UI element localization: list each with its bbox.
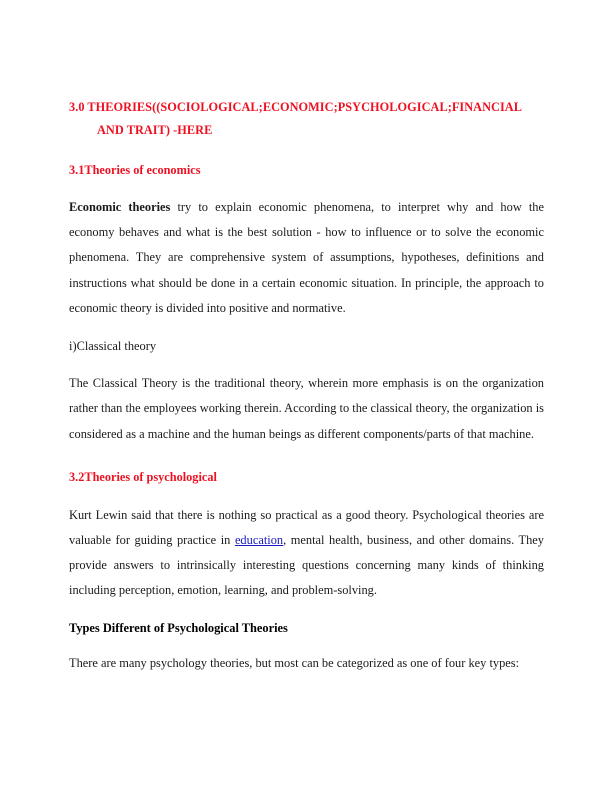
label-classical-theory: i)Classical theory bbox=[69, 339, 157, 354]
psych-text-before-link: Kurt Lewin said that there is nothing so practical as a good theory. Psychological theories are valuable for guiding practice in bbox=[69, 507, 544, 548]
document-content bbox=[69, 96, 544, 676]
psych-text-after-link: , mental health, business, and other domains. They provide answers to intrinsically interesting questions concerning many kinds of thinking including perception, emotion, learning, and problem-solving. bbox=[69, 533, 544, 598]
spacer bbox=[69, 604, 544, 619]
education-link[interactable]: education bbox=[234, 533, 284, 548]
spacer bbox=[69, 447, 544, 468]
heading-3-0-theories: 3.0 THEORIES((SOCIOLOGICAL;ECONOMIC;PSYCHOLOGICAL;FINANCIAL AND TRAIT) -HERE bbox=[69, 100, 522, 137]
spacer bbox=[69, 637, 544, 651]
paragraph-psychological-theories bbox=[69, 503, 544, 604]
spacer bbox=[69, 359, 544, 371]
spacer bbox=[69, 142, 544, 161]
spacer bbox=[69, 179, 544, 195]
spacer bbox=[69, 486, 544, 503]
paragraph-types-intro: There are many psychology theories, but most can be categorized as one of four key types: bbox=[69, 655, 520, 670]
economic-theories-body: try to explain economic phenomena, to interpret why and how the economy behaves and what is the best solution - how to influence or to solve the economic phenomena. They are comprehensive system of assumptions, hypotheses, definitions and instructions what should be done in a certain economic situation. In principle, the approach to economic theory is divided into positive and normative. bbox=[69, 200, 544, 315]
paragraph-economic-theories bbox=[69, 195, 544, 321]
paragraph-classical-theory: The Classical Theory is the traditional theory, wherein more emphasis is on the organization rather than the employees working therein. According to the classical theory, the organization is considered as a machine and the human beings as different components/parts of that machine. bbox=[69, 376, 544, 441]
heading-types-different-of-psychological-theories: Types Different of Psychological Theories bbox=[69, 620, 288, 635]
economic-theories-lead: Economic theories bbox=[69, 200, 171, 214]
heading-3-1-theories-of-economics: 3.1Theories of economics bbox=[69, 163, 201, 177]
heading-3-2-theories-of-psychological: 3.2Theories of psychological bbox=[69, 469, 217, 484]
spacer bbox=[69, 321, 544, 334]
